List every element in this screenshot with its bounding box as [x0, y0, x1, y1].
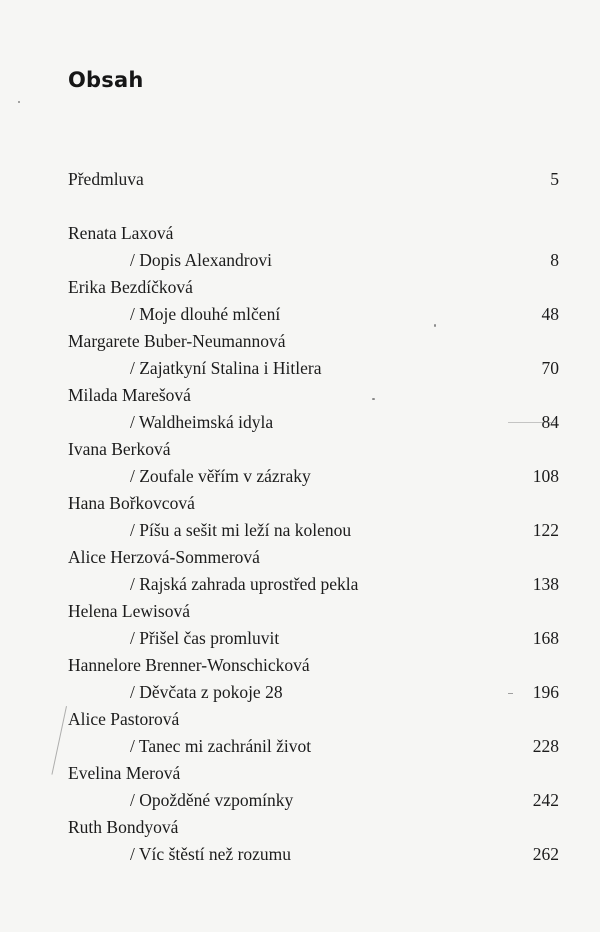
toc-preface [0, 167, 600, 191]
toc-entry-title-line [0, 518, 600, 542]
toc-entry-author-line [0, 275, 600, 299]
entry-title: / Děvčata z pokoje 28 [130, 682, 283, 702]
scan-speck [434, 324, 436, 327]
entry-author: Alice Pastorová [68, 709, 180, 729]
toc-entry-author-line [0, 437, 600, 461]
toc-entry-author-line [0, 383, 600, 407]
entry-title: / Zoufale věřím v zázraky [130, 466, 311, 486]
entry-author: Erika Bezdíčková [68, 277, 193, 297]
entry-title: / Tanec mi zachránil život [130, 736, 312, 756]
entry-title: / Rajská zahrada uprostřed pekla [130, 574, 359, 594]
entry-page-number: 228 [532, 736, 559, 756]
entry-author: Ruth Bondyová [68, 817, 179, 837]
toc-entry-author-line [0, 707, 600, 731]
toc-entry-title-line [0, 788, 600, 812]
entry-author: Renata Laxová [68, 223, 174, 243]
entry-author: Helena Lewisová [68, 601, 190, 621]
entry-title: / Píšu a sešit mi leží na kolenou [130, 520, 352, 540]
entry-title: / Opožděné vzpomínky [130, 790, 294, 810]
toc-entry-author-line [0, 491, 600, 515]
toc-entry-author-line [0, 329, 600, 353]
entry-title: / Víc štěstí než rozumu [130, 844, 292, 864]
toc-entry-title-line [0, 626, 600, 650]
entry-page-number: 70 [541, 358, 559, 378]
entry-author: Margarete Buber-Neumannová [68, 331, 286, 351]
toc-entry-title-line [0, 302, 600, 326]
entry-page-number: 108 [532, 466, 559, 486]
toc-entry-title-line [0, 680, 600, 704]
entry-page-number: 168 [532, 628, 559, 648]
entry-title: / Dopis Alexandrovi [130, 250, 272, 270]
entry-author: Ivana Berková [68, 439, 171, 459]
entry-page-number: 8 [550, 250, 559, 270]
preface-page-number: 5 [550, 169, 559, 189]
toc-entry-title-line [0, 464, 600, 488]
entry-title: / Zajatkyní Stalina i Hitlera [130, 358, 322, 378]
entry-page-number: 262 [532, 844, 559, 864]
entry-page-number: 122 [532, 520, 559, 540]
entry-title: / Přišel čas promluvit [130, 628, 280, 648]
preface-label: Předmluva [68, 169, 144, 189]
toc-entry-title-line [0, 356, 600, 380]
toc-entry-author-line [0, 653, 600, 677]
scan-speck [372, 398, 375, 400]
toc-entry-author-line [0, 221, 600, 245]
entry-author: Milada Marešová [68, 385, 191, 405]
entry-page-number: 48 [541, 304, 559, 324]
entry-author: Alice Herzová-Sommerová [68, 547, 260, 567]
scan-speck [18, 101, 20, 103]
toc-entry-title-line [0, 248, 600, 272]
toc-entry-title-line [0, 572, 600, 596]
entry-page-number: 84 [541, 412, 559, 432]
entry-author: Hana Bořkovcová [68, 493, 195, 513]
entry-page-number: 242 [532, 790, 559, 810]
scan-stroke [508, 693, 513, 694]
toc-entry-author-line [0, 761, 600, 785]
toc-entry-author-line [0, 815, 600, 839]
toc-entry-title-line [0, 734, 600, 758]
entry-author: Hannelore Brenner-Wonschicková [68, 655, 310, 675]
entry-title: / Waldheimská idyla [130, 412, 274, 432]
toc-entry-author-line [0, 599, 600, 623]
entry-page-number: 196 [532, 682, 559, 702]
entry-page-number: 138 [532, 574, 559, 594]
toc-entry-title-line [0, 842, 600, 866]
toc-entry-author-line [0, 545, 600, 569]
scan-stroke [508, 422, 556, 423]
entry-title: / Moje dlouhé mlčení [130, 304, 281, 324]
entry-author: Evelina Merová [68, 763, 181, 783]
page-title: Obsah [68, 68, 144, 92]
